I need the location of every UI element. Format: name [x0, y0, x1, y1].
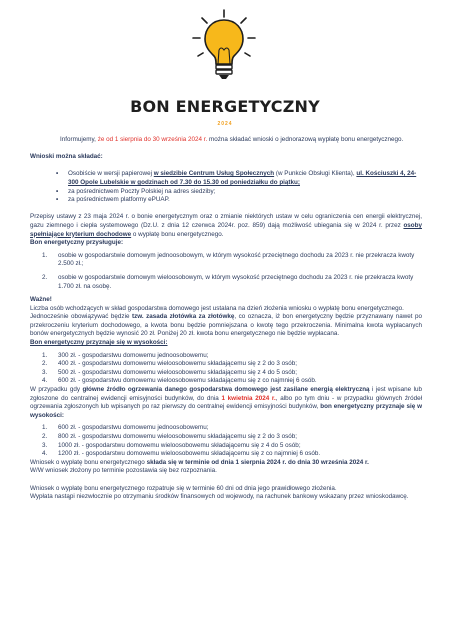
payment-text-end: wnioskodawcę. [365, 493, 409, 501]
amounts-list [30, 352, 422, 386]
processing-paragraph: Wniosek o wypłatę bonu energetycznego rozpatruje się w terminie 60 dni od dnia jego prawidłowego złożenia. [30, 484, 337, 492]
rule-paragraph [30, 313, 422, 339]
light-bulb-icon [188, 6, 260, 86]
heating-text: W przypadku gdy [30, 386, 83, 394]
list-item: 3. 1000 zł. - gospodarstwu domowemu wieloosobowemu składającemu się z 4 do 5 osób; [42, 441, 301, 449]
intro-text-end: można składać wnioski o jednorazową wypłatę bonu energetycznego. [207, 136, 404, 143]
law-text-end: o wypłatę bonu energetycznego. [131, 230, 224, 238]
intro-dates: że od 1 sierpnia do 30 września 2024 r. [97, 136, 208, 143]
list-item-text: 800 zł. - gospodarstwu domowemu wieloosobowemu składającemu się z 2 do 3 osób; [58, 433, 298, 440]
payment-paragraph [30, 493, 422, 502]
important-label: Ważne! [30, 296, 52, 304]
list-item: 4. 600 zł. - gospodarstwu domowemu wieloosobowemu składającemu się z co najmniej 6 osób. [42, 377, 317, 385]
submit-item-text: (w Punkcie Obsługi Klienta), [274, 170, 357, 178]
list-item-text: 500 zł. - gospodarstwu domowemu wieloosobowemu składającemu się z 4 do 5 osób; [58, 368, 298, 376]
rule-text-end: , co oznacza, iż bon energetyczny będzie przyznawany nawet po przekroczeniu kryterium dochodowego, a kwota bonu będzie pomniejszana o kwotę tego przekroczenia. Minimalna kwota wypłacanych bonów energetycznych będzie wynosić 20 zł. Poniżej 20 zł. kwota bonu energetycznego nie będzie wypłacana. [30, 313, 422, 338]
list-item: 2. osobie w gospodarstwie domowym wieloosobowym, w którym wysokość przeciętnego dochodu za 2023 r. nie przekracza kwoty 1.700 zł. na osobę. [42, 273, 414, 290]
heating-source: główne źródło ogrzewania danego gospodarstwa domowego jest zasilane energią elektryczną [82, 386, 370, 394]
law-paragraph [30, 213, 422, 239]
list-item: 1. osobie w gospodarstwie domowym jednoosobowym, w którym wysokość przeciętnego dochodu za 2023 r. nie przekracza kwoty 2.500 zł.; [42, 251, 415, 268]
heating-date: 1 kwietnia 2024 r. [221, 394, 276, 402]
list-item: 2. 800 zł. - gospodarstwu domowemu wieloosobowemu składającemu się z 2 do 3 osób; [42, 433, 298, 440]
list-item-text: 600 zł. - gospodarstwu domowemu wieloosobowemu składającemu się z co najmniej 6 osób. [58, 377, 317, 385]
late-submission-note: W/W wniosek złożony po terminie pozostawia się bez rozpoznania. [30, 467, 217, 475]
payment-text: Wypłata nastąpi niezwłocznie po otrzymaniu środków finansowych od wojewody, na rachunek bankowy wskazany przez [30, 493, 366, 501]
page-title: BON ENERGETYCZNY [130, 97, 320, 116]
submit-heading: Wnioski można składać: [30, 153, 103, 161]
list-item: • za pośrednictwem Poczty Polskiej na adres siedziby; [56, 188, 422, 197]
heating-paragraph [30, 386, 422, 420]
list-item: 2. 400 zł. - gospodarstwu domowemu wieloosobowemu składającemu się z 2 do 3 osób; [42, 360, 298, 368]
office-name: w siedzibie Centrum Usług Społecznych [153, 170, 275, 178]
rule-name: tzw. zasada złotówka za złotówkę [131, 313, 235, 321]
list-item: 1. 300 zł. - gospodarstwu domowemu jednoosobowemu; [42, 351, 209, 359]
list-item-text: osobie w gospodarstwie domowym wieloosobowym, w którym wysokość przeciętnego dochodu za 2023 r. nie przekracza kwoty 1.700 zł. na osobę. [58, 273, 414, 290]
list-item-text: 300 zł. - gospodarstwu domowemu jednoosobowemu; [58, 351, 209, 359]
eligibility-heading: Bon energetyczny przysługuje: [30, 239, 124, 247]
submit-list [30, 170, 422, 204]
heating-amounts-heading: bon energetyczny przyznaje się w wysokości: [30, 403, 422, 419]
list-item-text: 1200 zł. - gospodarstwu domowemu wieloosobowemu składającemu się z co najmniej 6 osób. [58, 450, 321, 458]
deadline-text: Wniosek o wypłatę bonu energetycznego [30, 458, 147, 466]
intro-paragraph [30, 136, 422, 145]
heating-text: i jest wpisane lub zgłoszone do centralnej ewidencji emisyjności budynków, do dnia [30, 386, 422, 402]
list-item-text: 600 zł. - gospodarstwu domowemu jednoosobowemu; [58, 424, 209, 432]
list-item-text: osobie w gospodarstwie domowym jednoosobowym, w którym wysokość przeciętnego dochodu za 2023 r. nie przekracza kwoty 2.500 zł.; [58, 251, 415, 268]
eligibility-list [30, 252, 422, 291]
intro-text: Informujemy, [60, 136, 98, 143]
list-item: 3. 500 zł. - gospodarstwu domowemu wieloosobowemu składającemu się z 4 do 5 osób; [42, 368, 298, 376]
deadline-dates: składa się w terminie od dnia 1 sierpnia 2024 r. do dnia 30 września 2024 r. [146, 458, 369, 466]
heating-text: , albo po tym dniu - w przypadku głównych źródeł ogrzewania zgłoszonych lub wpisanych po raz pierwszy do centralnej ewidencji emisyjności budynków, [30, 394, 422, 411]
heating-amounts-list [30, 424, 422, 458]
income-criterion: osoby spełniające kryterium dochodowe [30, 221, 422, 238]
document-body [30, 136, 422, 502]
deadline-paragraph [30, 459, 422, 468]
list-item-text: 1000 zł. - gospodarstwu domowemu wieloosobowemu składającemu się z 4 do 5 osób; [58, 441, 301, 449]
list-item: 1. 600 zł. - gospodarstwu domowemu jednoosobowemu; [42, 424, 209, 432]
office-address: ul. Kościuszki 4, 24-300 Opole Lubelskie w godzinach od 7.30 do 15.30 od poniedziałku do piątku; [68, 170, 417, 186]
page-subtitle: 2024 [217, 121, 233, 127]
amounts-heading: Bon energetyczny przyznaje się w wysokości: [30, 339, 168, 347]
list-item-text: 400 zł. - gospodarstwu domowemu wieloosobowemu składającemu się z 2 do 3 osób; [58, 360, 298, 368]
rule-text: Jednocześnie obowiązywać będzie [30, 313, 132, 321]
important-paragraph: Liczba osób wchodzących w skład gospodarstwa domowego jest ustalana na dzień złożenia wniosku o wypłatę bonu energetycznego. [30, 304, 404, 312]
submit-item-text: Osobiście w wersji papierowej [68, 170, 154, 178]
list-item: • za pośrednictwem platformy ePUAP. [56, 196, 422, 205]
law-text: Przepisy ustawy z 23 maja 2024 r. o bonie energetycznym oraz o zmianie niektórych ustaw w celu ograniczenia cen energii elektrycznej, gazu ziemnego i ciepła systemowego (Dz.U. z dnia 12 czerwca 2024r. poz. 859) dają możliwość ubiegania się w 2024 r. przez [30, 213, 422, 229]
list-item: 4. 1200 zł. - gospodarstwu domowemu wieloosobowemu składającemu się z co najmniej 6 osób. [42, 450, 321, 458]
list-item [56, 170, 422, 187]
